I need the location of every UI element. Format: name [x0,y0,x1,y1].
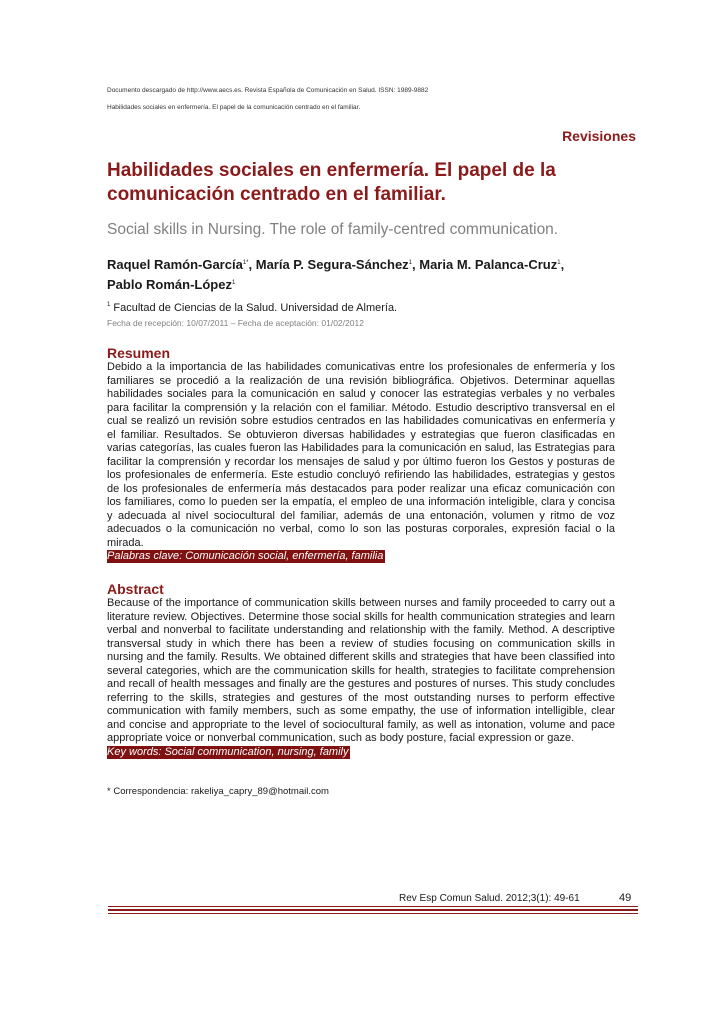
affiliation [107,302,397,314]
abstract-text: Because of the importance of communication skills between nurses and family proceeded to carry out a literature review. Objectives. Determine those social skills for health communication strategies and learn verbal and nonverbal to facilitate understanding and relationship with the family. Method. A descriptive transversal study in which there has been a review of studies focusing on communication skills in nursing and the family. Results. We obtained different skills and strategies that have been classified into several categories, which are the communication skills for health, strategies to facilitate comprehension and recall of health messages and finally are the gestures and postures of nurses. This study concludes referring to the skills, strategies and gestures of the most outstanding nurses to perform effective communication with family members, such as some empathy, the use of information intelligible, clear and concise and appropriate to the level of sociocultural family, as well as intonation, volume and pace appropriate voice or nonverbal communication, such as body posture, facial expression or gaze. [107,597,615,744]
section-label: Revisiones [562,128,636,144]
article-subtitle: Social skills in Nursing. The role of family-centred communication. [107,221,559,238]
footer-rule [108,906,638,907]
resumen-keywords: Palabras clave: Comunicación social, enfermería, familia [107,550,384,562]
submission-dates: Fecha de recepción: 10/07/2011 – Fecha de aceptación: 01/02/2012 [107,318,364,328]
affiliation-text: Facultad de Ciencias de la Salud. Universidad de Almería. [113,302,398,314]
running-title: Habilidades sociales en enfermería. El papel de la comunicación centrado en el familiar. [107,104,361,111]
author-name: Maria M. Palanca-Cruz [419,257,558,272]
author-mark: 1* [242,260,249,266]
footer-citation: Rev Esp Comun Salud. 2012;3(1): 49-61 [399,893,580,904]
abstract-body [107,597,615,759]
author-mark: 1 [557,260,561,266]
author-mark: 1 [231,280,236,286]
correspondence-note: * Correspondencia: rakeliya_capry_89@hotmail.com [107,786,329,797]
abstract-keywords: Key words: Social communication, nursing, family [107,745,349,758]
author-list: Raquel Ramón-García$^{1*}$, María P. Segura-Sánchez$^1$, Maria M. Palanca-Cruz$^1$, Pablo Román-López$^1$ [107,257,565,292]
affiliation-mark: 1 [107,302,111,308]
footer-rule [108,913,638,914]
article-title: Habilidades sociales en enfermería. El papel de la comunicación centrado en el familiar. [107,160,556,205]
author-mark: 1 [408,260,413,266]
author-name: María P. Segura-Sánchez [255,257,409,272]
author-name: Pablo Román-López [107,277,232,292]
page-number: 49 [619,892,632,904]
resumen-body [107,361,615,564]
footer-rule [108,909,638,911]
author-name: Raquel Ramón-García [107,257,243,272]
abstract-heading: Abstract [107,581,164,597]
download-notice: Documento descargado de http://www.aecs.es. Revista Española de Comunicación en Salud. ISSN: 1989-9882 [107,87,429,94]
resumen-heading: Resumen [107,345,171,361]
resumen-text: Debido a la importancia de las habilidades comunicativas entre los profesionales de enfermería y los familiares se procedió a la realización de una revisión bibliográfica. Objetivos. Determinar aquellas habilidades sociales para la comunicación en salud y conocer las estrategias verbales y no verbales para facilitar la comprensión y la relación con el familiar. Método. Estudio descriptivo transversal en el cual se realizó un revisión sobre estudios centrados en las habilidades comunicativas en enfermería y el familiar. Resultados. Se obtuvieron diversas habilidades y estrategias que fueron clasificadas en varias categorías, las cuales fueron las Habilidades para la comunicación en salud, las Estrategias para facilitar la comprensión y recordar los mensajes de salud y por último fueron los Gestos y posturas de los profesionales de enfermería. Este estudio concluyó refiriendo las habilidades, estrategias y gestos de los profesionales de enfermería más destacados para poder realizar una eficaz comunicación con los familiares, como lo pueden ser la empatía, el empleo de una información inteligible, clara y concisa y adecuada al nivel sociocultural del familiar, además de una entonación, volumen y ritmo de voz adecuados o la comunicación no verbal, como lo son las posturas corporales, expresión facial o la mirada. [107,361,615,549]
